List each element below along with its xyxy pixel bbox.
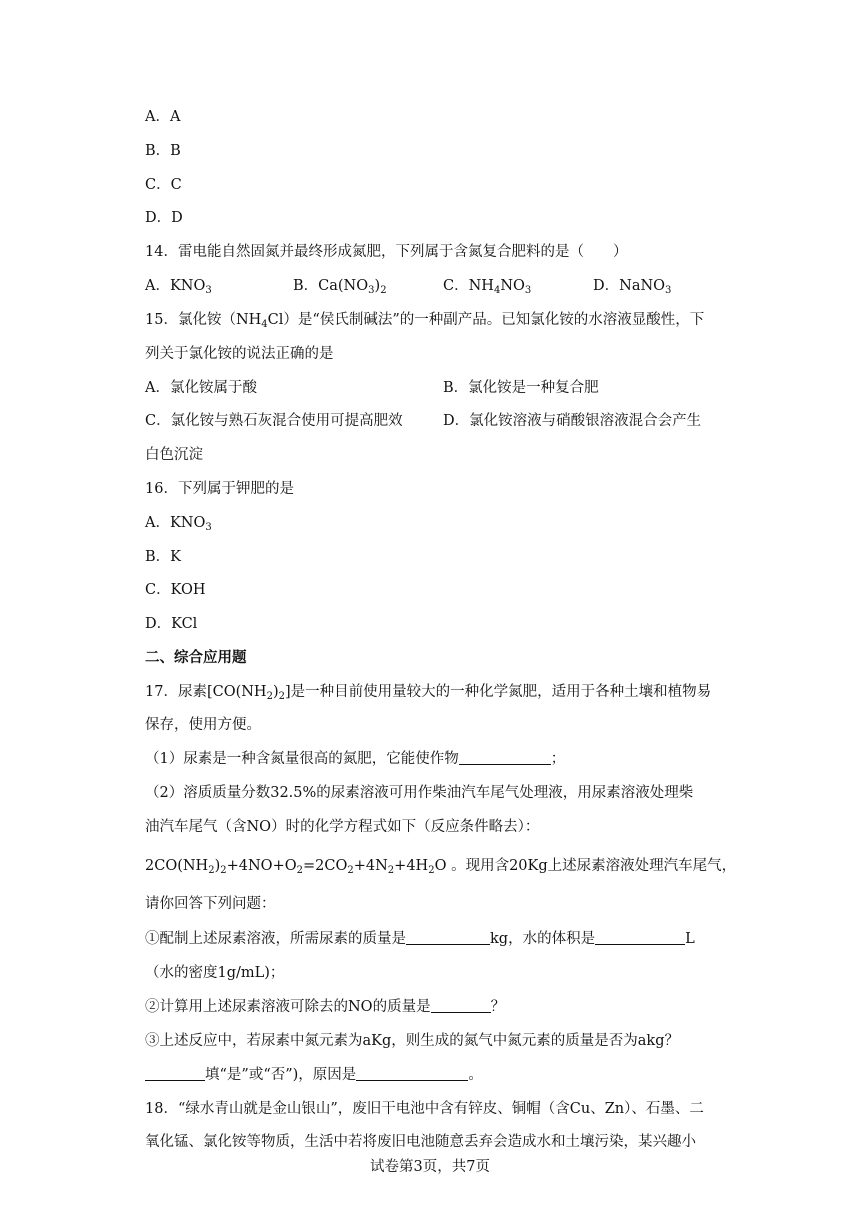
q17-part2-line4: 请你回答下列问题： [145, 896, 276, 912]
answer-blank[interactable] [356, 1065, 468, 1081]
q17-part2-line2: 油汽车尾气（含NO）时的化学方程式如下（反应条件略去）： [145, 819, 540, 835]
section-title: 二、综合应用题 [145, 649, 247, 666]
q16-option-c: C．KOH [145, 582, 206, 598]
q18-line2: 氧化锰、氯化铵等物质，生活中若将废旧电池随意丢弃会造成水和土壤污染，某兴趣小 [145, 1134, 696, 1150]
q14-stem: 14．雷电能自然固氮并最终形成氮肥，下列属于含氮复合肥料的是（ ） [145, 244, 628, 260]
q15-option-c: C．氯化铵与熟石灰混合使用可提高肥效 [145, 413, 403, 429]
q15-stem: 15．氯化铵$(NH_4Cl)$是“侯氏制碱法”的一种副产品。已知氯化铵的水溶液显酸性，下 [145, 312, 705, 330]
page-footer: 试卷第3页，共7页 [370, 1159, 490, 1175]
q17-sub1: ①配制上述尿素溶液，所需尿素的质量是 kg，水的体积是 L [145, 931, 695, 947]
q16-option-b: B．K [145, 549, 181, 565]
q15-option-d: D．氯化铵溶液与硝酸银溶液混合会产生 [443, 413, 702, 429]
chemical-equation: $2CO(NH_2)_2+4NO+O_2=2CO_2+4N_2+4H_2O$ [145, 858, 447, 876]
answer-blank[interactable] [595, 929, 685, 945]
q15-stem-line2: 列关于氯化铵的说法正确的是 [145, 346, 334, 362]
q15-option-b: B．氯化铵是一种复合肥 [443, 380, 599, 396]
q13-option-a: A．A [145, 109, 181, 125]
q15-option-a: A．氯化铵属于酸 [145, 380, 257, 396]
q13-option-b: B．B [145, 143, 181, 159]
q13-option-c: C．C [145, 177, 182, 193]
q17-sub3-line2: 填“是”或“否”)，原因是 。 [145, 1065, 483, 1085]
q17-part2-line1: （2）溶质质量分数32.5%的尿素溶液可用作柴油汽车尾气处理液，用尿素溶液处理柴 [145, 785, 694, 801]
answer-blank[interactable] [431, 997, 491, 1013]
q15-option-d-cont: 白色沉淀 [145, 447, 203, 463]
q16-option-d: D．KCl [145, 616, 198, 632]
q17-sub2: ②计算用上述尿素溶液可除去的NO的质量是 ？ [145, 999, 506, 1015]
answer-blank[interactable] [145, 1065, 205, 1081]
answer-blank[interactable] [459, 749, 551, 765]
q17-stem-line2: 保存，使用方便。 [145, 717, 261, 733]
answer-blank[interactable] [406, 929, 490, 945]
q17-sub1-line2: （水的密度1g/mL)； [145, 965, 285, 981]
q13-option-d: D．D [145, 210, 183, 226]
q17-part1: （1）尿素是一种含氮量很高的氮肥，它能使作物 ； [145, 751, 566, 767]
q14-option-a: A．$KNO_3$ [145, 278, 212, 296]
q16-stem: 16．下列属于钾肥的是 [145, 481, 294, 497]
q14-option-d: D．NaNO$_3$ [593, 278, 672, 296]
q14-option-b: B．$Ca(NO_3)_2$ [293, 278, 387, 296]
q18-line1: 18．“绿水青山就是金山银山”，废旧干电池中含有锌皮、铜帽（含Cu、Zn）、石墨、二 [145, 1101, 704, 1117]
q17-sub3-line1: ③上述反应中，若尿素中氮元素为aKg，则生成的氮气中氮元素的质量是否为akg？ [145, 1033, 679, 1049]
q17-equation: $2CO(NH_2)_2+4NO+O_2=2CO_2+4N_2+4H_2O$ 。现用含20Kg上述尿素溶液处理汽车尾气， [145, 858, 737, 876]
q16-option-a: A．$KNO_3$ [145, 515, 212, 533]
q14-option-c: C．$NH_4NO_3$ [443, 278, 532, 296]
q17-stem: 17．尿素$[CO(NH_2)_2]$是一种目前使用量较大的一种化学氮肥，适用于各种土壤和植物易 [145, 684, 712, 702]
